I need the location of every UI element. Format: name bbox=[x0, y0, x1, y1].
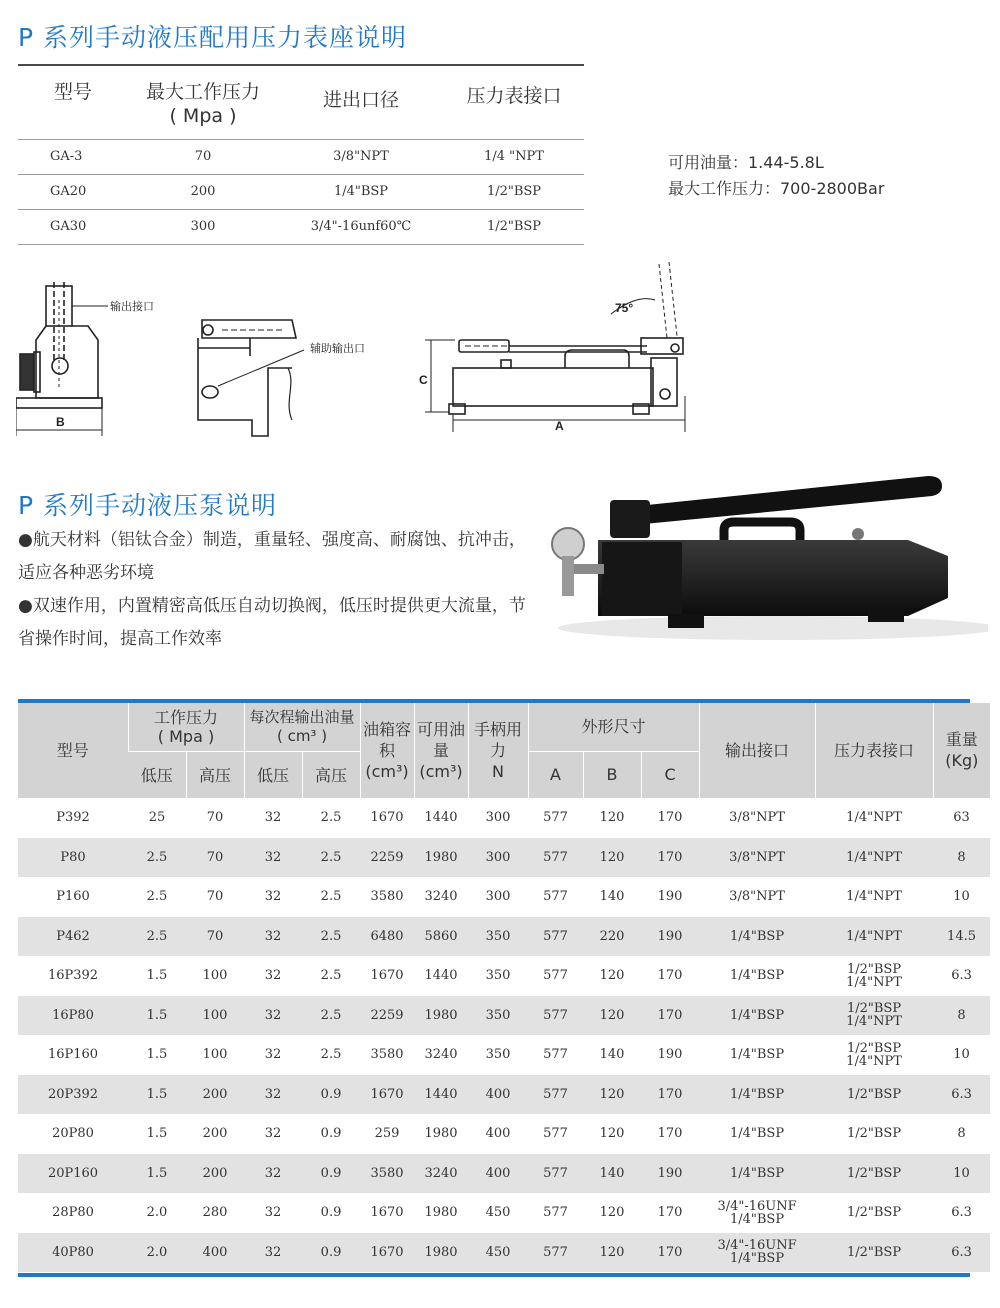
spec-cell: 0.9 bbox=[302, 1075, 360, 1115]
spec-cell: P392 bbox=[18, 798, 128, 838]
spec-cell-line: 3/4"-16UNF bbox=[717, 1198, 797, 1214]
spec-cell: 32 bbox=[244, 1233, 302, 1273]
spec-cell: 2259 bbox=[360, 838, 414, 878]
header-high: 高压 bbox=[302, 751, 360, 798]
spec-cell: 1/4"BSP bbox=[699, 1154, 815, 1194]
header-weight bbox=[933, 703, 990, 798]
spec-cell: 577 bbox=[528, 1193, 583, 1233]
spec-cell: 2.0 bbox=[128, 1193, 186, 1233]
spec-cell: 170 bbox=[641, 838, 699, 878]
spec-header-row-1 bbox=[18, 703, 990, 751]
spec-cell: 6.3 bbox=[933, 1075, 990, 1115]
header-low: 低压 bbox=[244, 751, 302, 798]
spec-cell: 120 bbox=[583, 1233, 641, 1273]
aux-output-label: 辅助输出口 bbox=[310, 342, 365, 355]
header-weight-unit: (Kg) bbox=[945, 751, 979, 771]
spec-cell: 1670 bbox=[360, 1233, 414, 1273]
spec-cell: 400 bbox=[468, 1154, 528, 1194]
max-pressure-note: 最大工作压力：700-2800Bar bbox=[668, 179, 885, 198]
spec-cell: 70 bbox=[186, 838, 244, 878]
spec-cell: 16P160 bbox=[18, 1035, 128, 1075]
spec-cell: P160 bbox=[18, 877, 128, 917]
spec-cell: 1/2"BSP bbox=[815, 1233, 933, 1273]
dim-b-label: B bbox=[56, 415, 65, 429]
spec-cell: 10 bbox=[933, 877, 990, 917]
spec-cell: 0.9 bbox=[302, 1193, 360, 1233]
gauge-seat-cell: 3/4"-16unf60℃ bbox=[278, 209, 444, 244]
spec-cell: 120 bbox=[583, 956, 641, 996]
spec-cell: 1.5 bbox=[128, 1114, 186, 1154]
spec-cell: 170 bbox=[641, 956, 699, 996]
spec-cell: 577 bbox=[528, 1233, 583, 1273]
spec-cell: 1.5 bbox=[128, 1154, 186, 1194]
spec-cell: 400 bbox=[468, 1075, 528, 1115]
spec-cell: 32 bbox=[244, 1154, 302, 1194]
spec-cell: 170 bbox=[641, 1114, 699, 1154]
pump-spec-table bbox=[18, 699, 979, 1277]
spec-cell: 220 bbox=[583, 917, 641, 957]
spec-cell: 350 bbox=[468, 1035, 528, 1075]
spec-cell: 577 bbox=[528, 1154, 583, 1194]
section1-title: P 系列手动液压配用压力表座说明 bbox=[18, 23, 408, 52]
spec-row bbox=[18, 877, 990, 917]
spec-cell: 577 bbox=[528, 1035, 583, 1075]
spec-cell-line: 1/4"NPT bbox=[846, 974, 902, 990]
spec-cell: 1/2"BSP bbox=[815, 1114, 933, 1154]
gauge-seat-cell: GA30 bbox=[18, 209, 128, 244]
header-handle-label: 手柄用力 bbox=[474, 719, 523, 760]
spec-cell: 1.5 bbox=[128, 1075, 186, 1115]
spec-cell: 32 bbox=[244, 838, 302, 878]
header-stroke-output-label: 每次程输出油量 bbox=[249, 707, 355, 726]
spec-cell: P80 bbox=[18, 838, 128, 878]
spec-cell: 577 bbox=[528, 798, 583, 838]
spec-cell: 120 bbox=[583, 1075, 641, 1115]
feature-list bbox=[18, 524, 533, 656]
spec-cell: 2.5 bbox=[302, 996, 360, 1036]
spec-cell: 170 bbox=[641, 1075, 699, 1115]
spec-cell: 6480 bbox=[360, 917, 414, 957]
spec-cell: 1/4"BSP bbox=[699, 1114, 815, 1154]
spec-cell: 1.5 bbox=[128, 1035, 186, 1075]
spec-cell: 3/8"NPT bbox=[699, 877, 815, 917]
header-dims: 外形尺寸 bbox=[528, 703, 699, 751]
spec-cell: 577 bbox=[528, 877, 583, 917]
spec-cell: 190 bbox=[641, 1035, 699, 1075]
spec-cell-line: 3/4"-16UNF bbox=[717, 1238, 797, 1254]
spec-cell: 32 bbox=[244, 996, 302, 1036]
spec-cell: 2.5 bbox=[128, 877, 186, 917]
spec-cell-line: 1/4"NPT bbox=[846, 1053, 902, 1069]
spec-cell: 3580 bbox=[360, 1154, 414, 1194]
spec-cell: 20P160 bbox=[18, 1154, 128, 1194]
spec-cell bbox=[699, 1193, 815, 1233]
spec-cell-line: 1/4"BSP bbox=[729, 1251, 785, 1267]
spec-row bbox=[18, 996, 990, 1036]
spec-cell: 1/2"BSP bbox=[815, 1075, 933, 1115]
spec-cell: 170 bbox=[641, 996, 699, 1036]
gauge-seat-cell: 1/2"BSP bbox=[444, 174, 584, 209]
spec-cell: 190 bbox=[641, 917, 699, 957]
spec-cell: 32 bbox=[244, 1035, 302, 1075]
spec-cell: 1/4"BSP bbox=[699, 956, 815, 996]
spec-cell: 170 bbox=[641, 1193, 699, 1233]
gauge-seat-row bbox=[18, 209, 584, 244]
spec-cell: 1/4"BSP bbox=[699, 996, 815, 1036]
spec-cell: 200 bbox=[186, 1114, 244, 1154]
spec-cell: 350 bbox=[468, 917, 528, 957]
gauge-seat-cell: 3/8"NPT bbox=[278, 139, 444, 174]
feature-item: ●双速作用，内置精密高低压自动切换阀，低压时提供更大流量，节省操作时间，提高工作效率 bbox=[18, 596, 526, 649]
spec-cell: 577 bbox=[528, 917, 583, 957]
spec-cell: 25 bbox=[128, 798, 186, 838]
spec-cell bbox=[815, 996, 933, 1036]
spec-row bbox=[18, 1154, 990, 1194]
table-bottom-bar bbox=[18, 1273, 970, 1277]
spec-cell: 1980 bbox=[414, 1193, 468, 1233]
spec-cell: 2.5 bbox=[302, 798, 360, 838]
spec-cell: 1670 bbox=[360, 1075, 414, 1115]
spec-cell: 1/4"BSP bbox=[699, 917, 815, 957]
spec-cell: 70 bbox=[186, 917, 244, 957]
spec-cell: 190 bbox=[641, 1154, 699, 1194]
spec-cell: 63 bbox=[933, 798, 990, 838]
spec-cell: 3580 bbox=[360, 877, 414, 917]
spec-cell: 2.0 bbox=[128, 1233, 186, 1273]
header-max-pressure bbox=[128, 65, 278, 139]
gauge-seat-header-row bbox=[18, 65, 584, 139]
header-weight-label: 重量 bbox=[945, 730, 978, 750]
header-dim-c: C bbox=[641, 751, 699, 798]
spec-cell: 6.3 bbox=[933, 956, 990, 996]
spec-cell: 1/4"NPT bbox=[815, 798, 933, 838]
spec-cell: 0.9 bbox=[302, 1154, 360, 1194]
spec-cell: 100 bbox=[186, 1035, 244, 1075]
spec-cell: 32 bbox=[244, 917, 302, 957]
spec-cell-line: 1/2"BSP bbox=[846, 1040, 902, 1056]
header-max-pressure-unit: ( Mpa ) bbox=[169, 105, 237, 127]
spec-row bbox=[18, 838, 990, 878]
spec-cell: 170 bbox=[641, 798, 699, 838]
spec-cell: 2.5 bbox=[128, 917, 186, 957]
spec-row bbox=[18, 1233, 990, 1273]
header-work-pressure bbox=[128, 703, 244, 751]
spec-cell: 6.3 bbox=[933, 1193, 990, 1233]
spec-cell: 1/4"NPT bbox=[815, 917, 933, 957]
spec-cell: 450 bbox=[468, 1233, 528, 1273]
spec-row bbox=[18, 1075, 990, 1115]
spec-cell: 2.5 bbox=[302, 838, 360, 878]
spec-cell: 1/4"NPT bbox=[815, 838, 933, 878]
spec-cell: 2.5 bbox=[302, 917, 360, 957]
header-work-pressure-label: 工作压力 bbox=[154, 707, 219, 727]
spec-cell: 3580 bbox=[360, 1035, 414, 1075]
spec-cell: 170 bbox=[641, 1233, 699, 1273]
spec-cell: 2.5 bbox=[302, 956, 360, 996]
header-port: 进出口径 bbox=[278, 65, 444, 139]
spec-cell bbox=[815, 1035, 933, 1075]
spec-cell: 70 bbox=[186, 798, 244, 838]
header-dim-a: A bbox=[528, 751, 583, 798]
spec-cell-line: 1/4"BSP bbox=[729, 1211, 785, 1227]
spec-cell: 190 bbox=[641, 877, 699, 917]
spec-row bbox=[18, 798, 990, 838]
header-gauge: 压力表接口 bbox=[815, 703, 933, 798]
gauge-seat-row bbox=[18, 139, 584, 174]
header-work-pressure-unit: ( Mpa ) bbox=[157, 726, 215, 746]
spec-cell: 1670 bbox=[360, 1193, 414, 1233]
spec-cell: 32 bbox=[244, 1075, 302, 1115]
spec-cell: 32 bbox=[244, 1114, 302, 1154]
header-handle bbox=[468, 703, 528, 798]
spec-cell-line: 1/2"BSP bbox=[846, 1001, 902, 1017]
header-tank-unit: (cm³) bbox=[365, 761, 409, 781]
spec-cell: 16P392 bbox=[18, 956, 128, 996]
spec-cell: 577 bbox=[528, 1075, 583, 1115]
spec-cell: 350 bbox=[468, 996, 528, 1036]
spec-cell: 32 bbox=[244, 877, 302, 917]
spec-cell: P462 bbox=[18, 917, 128, 957]
spec-row bbox=[18, 917, 990, 957]
spec-cell: 1980 bbox=[414, 838, 468, 878]
spec-cell: 6.3 bbox=[933, 1233, 990, 1273]
feature-item: ●航天材料（铝钛合金）制造，重量轻、强度高、耐腐蚀、抗冲击，适应各种恶劣环境 bbox=[18, 530, 526, 583]
spec-cell: 400 bbox=[186, 1233, 244, 1273]
spec-cell: 300 bbox=[468, 877, 528, 917]
spec-cell: 3240 bbox=[414, 1035, 468, 1075]
spec-cell: 120 bbox=[583, 798, 641, 838]
spec-cell: 14.5 bbox=[933, 917, 990, 957]
header-tank bbox=[360, 703, 414, 798]
spec-cell: 350 bbox=[468, 956, 528, 996]
gauge-seat-cell: 300 bbox=[128, 209, 278, 244]
output-port-label: 输出接口 bbox=[110, 300, 154, 313]
gauge-seat-table bbox=[18, 64, 584, 245]
spec-cell: 120 bbox=[583, 996, 641, 1036]
header-low: 低压 bbox=[128, 751, 186, 798]
spec-cell: 200 bbox=[186, 1075, 244, 1115]
spec-cell: 16P80 bbox=[18, 996, 128, 1036]
header-stroke-output bbox=[244, 703, 360, 751]
header-stroke-output-unit: ( cm³ ) bbox=[276, 726, 328, 745]
spec-cell: 280 bbox=[186, 1193, 244, 1233]
spec-cell: 577 bbox=[528, 838, 583, 878]
spec-cell-line: 1/2"BSP bbox=[846, 961, 902, 977]
gauge-seat-cell: 200 bbox=[128, 174, 278, 209]
spec-row bbox=[18, 956, 990, 996]
spec-cell: 8 bbox=[933, 996, 990, 1036]
spec-cell: 3/8"NPT bbox=[699, 798, 815, 838]
spec-cell: 1980 bbox=[414, 996, 468, 1036]
header-max-pressure-label: 最大工作压力 bbox=[145, 81, 260, 103]
header-gauge-port: 压力表接口 bbox=[444, 65, 584, 139]
spec-cell: 1440 bbox=[414, 956, 468, 996]
spec-cell: 1/4"BSP bbox=[699, 1075, 815, 1115]
spec-cell: 140 bbox=[583, 877, 641, 917]
spec-cell: 1.5 bbox=[128, 956, 186, 996]
spec-cell: 2.5 bbox=[128, 838, 186, 878]
spec-cell: 577 bbox=[528, 1114, 583, 1154]
spec-cell-line: 1/4"NPT bbox=[846, 1014, 902, 1030]
header-high: 高压 bbox=[186, 751, 244, 798]
spec-cell: 1440 bbox=[414, 1075, 468, 1115]
spec-cell: 120 bbox=[583, 1114, 641, 1154]
header-usable bbox=[414, 703, 468, 798]
gauge-seat-row bbox=[18, 174, 584, 209]
spec-cell: 1/2"BSP bbox=[815, 1193, 933, 1233]
spec-cell: 20P80 bbox=[18, 1114, 128, 1154]
header-dim-b: B bbox=[583, 751, 641, 798]
spec-cell: 1.5 bbox=[128, 996, 186, 1036]
spec-cell: 200 bbox=[186, 1154, 244, 1194]
section2-title: P 系列手动液压泵说明 bbox=[18, 491, 278, 520]
spec-cell: 0.9 bbox=[302, 1233, 360, 1273]
dim-c-label: C bbox=[419, 373, 428, 387]
spec-cell: 1/4"NPT bbox=[815, 877, 933, 917]
spec-cell: 450 bbox=[468, 1193, 528, 1233]
spec-cell: 259 bbox=[360, 1114, 414, 1154]
gauge-seat-cell: 1/4"BSP bbox=[278, 174, 444, 209]
header-handle-unit: N bbox=[492, 761, 505, 781]
spec-cell: 577 bbox=[528, 996, 583, 1036]
spec-cell: 28P80 bbox=[18, 1193, 128, 1233]
spec-cell: 1980 bbox=[414, 1233, 468, 1273]
spec-cell: 40P80 bbox=[18, 1233, 128, 1273]
spec-row bbox=[18, 1035, 990, 1075]
spec-cell: 10 bbox=[933, 1154, 990, 1194]
spec-cell: 1440 bbox=[414, 798, 468, 838]
spec-cell: 400 bbox=[468, 1114, 528, 1154]
spec-cell: 100 bbox=[186, 956, 244, 996]
spec-cell: 140 bbox=[583, 1154, 641, 1194]
spec-cell: 300 bbox=[468, 798, 528, 838]
header-usable-label: 可用油量 bbox=[417, 719, 466, 760]
gauge-seat-cell: 1/4 "NPT bbox=[444, 139, 584, 174]
spec-cell: 0.9 bbox=[302, 1114, 360, 1154]
gauge-seat-cell: GA20 bbox=[18, 174, 128, 209]
gauge-seat-cell: 1/2"BSP bbox=[444, 209, 584, 244]
spec-cell: 5860 bbox=[414, 917, 468, 957]
spec-cell: 1670 bbox=[360, 798, 414, 838]
usable-oil-note: 可用油量：1.44-5.8L bbox=[668, 153, 824, 172]
diagram-side-view bbox=[16, 270, 176, 440]
spec-cell: 32 bbox=[244, 1193, 302, 1233]
angle-label: 75° bbox=[615, 301, 634, 315]
pump-photo bbox=[528, 468, 988, 646]
spec-cell: 32 bbox=[244, 956, 302, 996]
spec-cell: 120 bbox=[583, 1193, 641, 1233]
spec-cell: 20P392 bbox=[18, 1075, 128, 1115]
spec-cell: 10 bbox=[933, 1035, 990, 1075]
diagram-front-view bbox=[415, 256, 695, 436]
spec-cell: 1670 bbox=[360, 956, 414, 996]
spec-cell bbox=[699, 1233, 815, 1273]
spec-cell: 2259 bbox=[360, 996, 414, 1036]
dim-a-label: A bbox=[555, 419, 564, 433]
spec-cell: 2.5 bbox=[302, 877, 360, 917]
spec-row bbox=[18, 1114, 990, 1154]
spec-cell: 1/4"BSP bbox=[699, 1035, 815, 1075]
spec-cell: 70 bbox=[186, 877, 244, 917]
spec-cell: 300 bbox=[468, 838, 528, 878]
header-tank-label: 油箱容积 bbox=[363, 719, 412, 760]
spec-cell: 100 bbox=[186, 996, 244, 1036]
diagram-aux-output bbox=[192, 312, 382, 444]
spec-cell: 3/8"NPT bbox=[699, 838, 815, 878]
spec-cell: 8 bbox=[933, 838, 990, 878]
spec-cell: 8 bbox=[933, 1114, 990, 1154]
spec-cell: 140 bbox=[583, 1035, 641, 1075]
spec-cell: 3240 bbox=[414, 1154, 468, 1194]
header-model: 型号 bbox=[18, 65, 128, 139]
spec-cell: 32 bbox=[244, 798, 302, 838]
spec-cell: 1980 bbox=[414, 1114, 468, 1154]
gauge-seat-cell: GA-3 bbox=[18, 139, 128, 174]
header-outlet: 输出接口 bbox=[699, 703, 815, 798]
spec-cell: 2.5 bbox=[302, 1035, 360, 1075]
spec-row bbox=[18, 1193, 990, 1233]
spec-cell: 120 bbox=[583, 838, 641, 878]
spec-cell: 3240 bbox=[414, 877, 468, 917]
spec-cell: 577 bbox=[528, 956, 583, 996]
spec-cell bbox=[815, 956, 933, 996]
header-usable-unit: (cm³) bbox=[419, 761, 463, 781]
gauge-seat-cell: 70 bbox=[128, 139, 278, 174]
header-model: 型号 bbox=[18, 703, 128, 798]
spec-cell: 1/2"BSP bbox=[815, 1154, 933, 1194]
